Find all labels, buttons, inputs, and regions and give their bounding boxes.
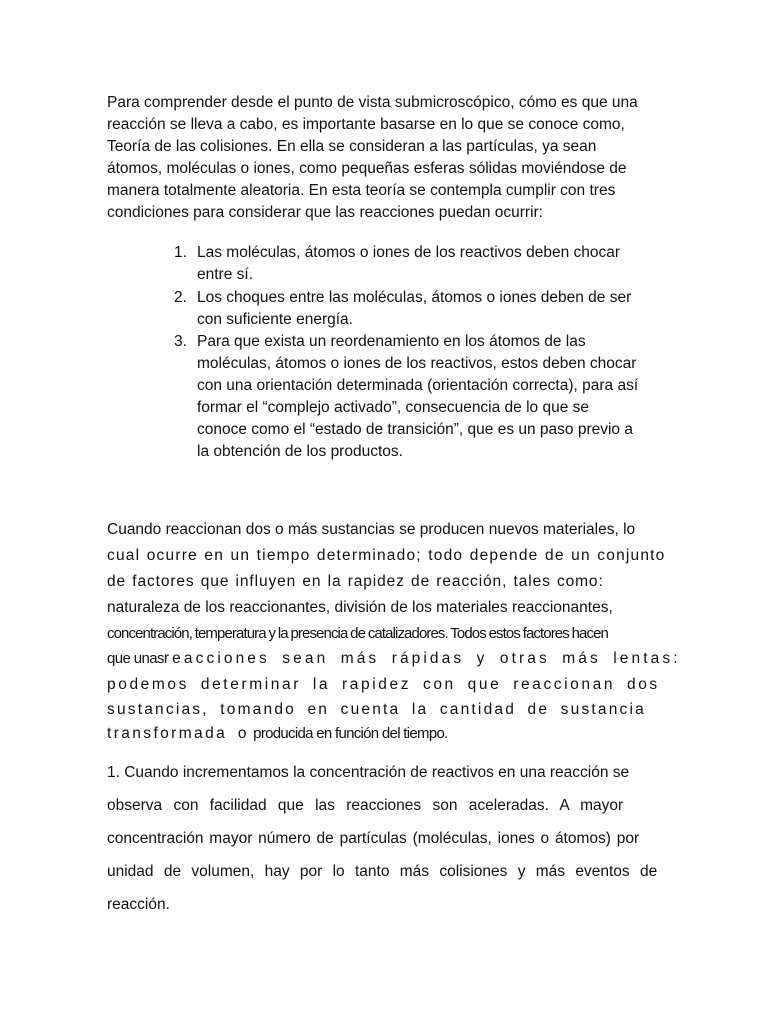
text-line: de factores que influyen en la rapidez de reacción, tales como:	[107, 573, 604, 590]
text-line: podemos determinar la rapidez con que reaccionan dos	[107, 676, 660, 693]
list-item-text: formar el “complejo activado”, consecuencia de lo que se	[197, 399, 590, 416]
text-line: condiciones para considerar que las reacciones puedan ocurrir:	[107, 204, 543, 221]
text-line	[107, 649, 681, 669]
text-line: concentración, temperatura y la presencia de catalizadores. Todos estos factores hacen	[107, 625, 608, 642]
text-line: unidad de volumen, hay por lo tanto más colisiones y más eventos de	[107, 863, 658, 880]
text-line: concentración mayor número de partículas (moléculas, iones o átomos) por	[107, 830, 640, 847]
list-item-text: la obtención de los productos.	[197, 443, 403, 460]
text-line: manera totalmente aleatoria. En esta teoría se contempla cumplir con tres	[107, 182, 616, 199]
text-line: reacción se lleva a cabo, es importante basarse en lo que se conoce como,	[107, 116, 625, 133]
list-item-text: Las moléculas, átomos o iones de los reactivos deben chocar	[197, 244, 621, 261]
list-number: 2.	[174, 289, 187, 306]
text-fragment: reacciones sean más rápidas y otras más lentas:	[163, 650, 681, 667]
list-item-text: Para que exista un reordenamiento en los átomos de las	[197, 333, 586, 350]
text-line: Para comprender desde el punto de vista submicroscópico, cómo es que una	[107, 94, 638, 111]
text-fragment: transformada o	[107, 725, 249, 742]
text-line: sustancias, tomando en cuenta la cantidad de sustancia	[107, 701, 646, 718]
list-number: 1.	[174, 244, 187, 261]
list-item-text: moléculas, átomos o iones de los reactivos, estos deben chocar	[197, 355, 637, 372]
text-line: átomos, moléculas o iones, como pequeñas esferas sólidas moviéndose de	[107, 160, 627, 177]
text-line: observa con facilidad que las reacciones son aceleradas. A mayor	[107, 797, 624, 814]
text-fragment: producida en función del tiempo.	[253, 725, 448, 742]
text-line: Teoría de las colisiones. En ella se consideran a las partículas, ya sean	[107, 138, 597, 155]
text-fragment: que unas	[107, 650, 164, 667]
list-item-text: con suficiente energía.	[197, 311, 353, 328]
list-item-text: Los choques entre las moléculas, átomos o iones deben de ser	[197, 289, 632, 306]
list-item-text: entre sí.	[197, 266, 253, 283]
text-line: Cuando reaccionan dos o más sustancias se producen nuevos materiales, lo	[107, 521, 636, 538]
list-item-text: conoce como el “estado de transición”, que es un paso previo a	[197, 421, 633, 438]
list-item-text: con una orientación determinada (orientación correcta), para así	[197, 377, 639, 394]
list-number: 3.	[174, 333, 187, 350]
text-line: 1. Cuando incrementamos la concentración de reactivos en una reacción se	[107, 764, 630, 781]
text-line	[107, 724, 448, 744]
text-line: cual ocurre en un tiempo determinado; todo depende de un conjunto	[107, 547, 666, 564]
text-line: reacción.	[107, 896, 170, 913]
text-line: naturaleza de los reaccionantes, división de los materiales reaccionantes,	[107, 599, 613, 616]
